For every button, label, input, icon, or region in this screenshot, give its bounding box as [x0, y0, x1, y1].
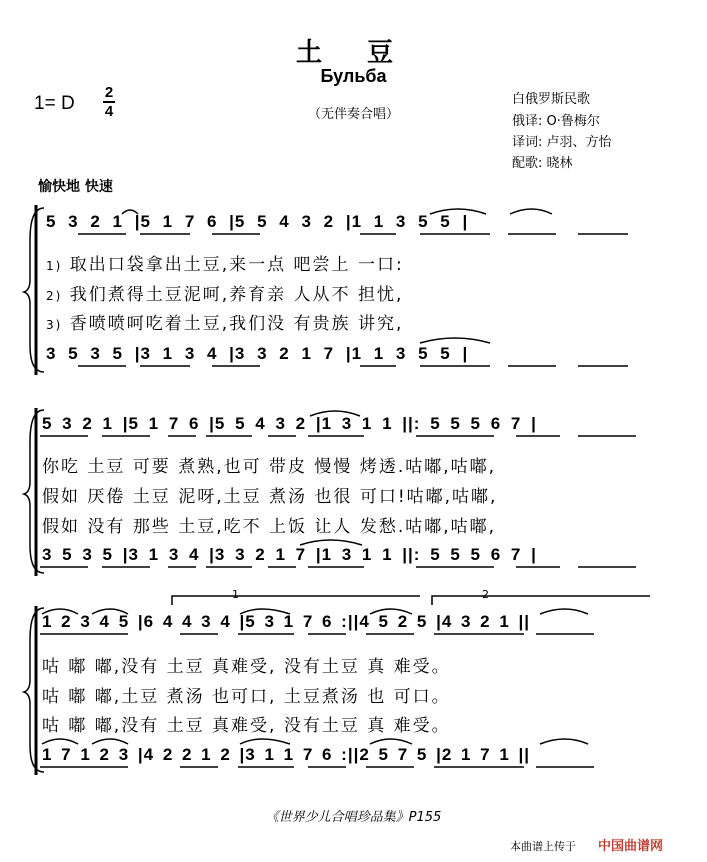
verse-number: 1): [46, 259, 63, 273]
verse-number: 2): [46, 289, 63, 303]
system3-lyric1: 咕 嘟 嘟,没有 土豆 真难受, 没有土豆 真 难受。: [42, 657, 451, 677]
system2-lyric3: 假如 没有 那些 土豆,吃不 上饭 让人 发愁.咕嘟,咕嘟,: [42, 517, 497, 537]
song-title: 土 豆: [295, 38, 412, 68]
system3-upper-notes: 1 2 3 4 5 |6 4 4 3 4 |5 3 1 7 6 :||4 5 2 5 |4 3 2 1 ||: [42, 612, 531, 631]
system1-lyric3: [46, 309, 403, 334]
system3-lower-notes: 1 7 1 2 3 |4 2 2 1 2 |3 1 1 7 6 :||2 5 7 5 |2 1 7 1 ||: [42, 745, 531, 764]
lyric-text: 取出口袋拿出土豆,来一点 吧尝上 一口:: [69, 255, 404, 275]
site-logo[interactable]: 中国曲谱网: [598, 839, 664, 854]
system2-lyric1: 你吃 土豆 可要 煮熟,也可 带皮 慢慢 烤透.咕嘟,咕嘟,: [42, 457, 497, 477]
credit-origin: 白俄罗斯民歌: [512, 92, 591, 107]
system1-lyric1: [46, 250, 404, 275]
tempo-marking: 愉快地 快速: [38, 179, 113, 195]
source-citation: 《世界少儿合唱珍品集》P155: [265, 810, 442, 825]
credit-russian-translation: 俄译: O·鲁梅尔: [512, 114, 600, 129]
volta-1-label: 1: [232, 588, 239, 601]
system2-upper-notes: 5 3 2 1 |5 1 7 6 |5 5 4 3 2 |1 3 1 1 ||: 5 5 5 6 7 |: [42, 414, 537, 433]
system2-lyric2: 假如 厌倦 土豆 泥呀,土豆 煮汤 也很 可口!咕嘟,咕嘟,: [42, 487, 498, 507]
credit-arrangement: 配歌: 晓林: [512, 156, 573, 171]
verse-number: 3): [46, 318, 63, 332]
volta-2-label: 2: [482, 588, 489, 601]
credit-lyrics-translation: 译词: 卢羽、方怡: [512, 135, 612, 150]
system2-lower-notes: 3 5 3 5 |3 1 3 4 |3 3 2 1 7 |1 3 1 1 ||: 5 5 5 6 7 |: [42, 545, 537, 564]
key-signature: 1= D: [34, 93, 75, 114]
system3-lyric3: 咕 嘟 嘟,没有 土豆 真难受, 没有土豆 真 难受。: [42, 716, 451, 736]
upload-note: 本曲谱上传于: [510, 840, 576, 853]
system1-lyric2: [46, 280, 403, 305]
lyric-text: 我们煮得土豆泥呵,养育亲 人从不 担忧,: [69, 285, 404, 305]
meter-bottom: 4: [104, 103, 114, 120]
lyric-text: 香喷喷呵吃着土豆,我们没 有贵族 讲究,: [69, 314, 404, 334]
performance-note: （无伴奏合唱）: [307, 107, 399, 122]
system3-lyric2: 咕 嘟 嘟,土豆 煮汤 也可口, 土豆煮汤 也 可口。: [42, 687, 451, 707]
system1-lower-notes: 3 5 3 5 |3 1 3 4 |3 3 2 1 7 |1 1 3 5 5 |: [46, 344, 469, 363]
song-subtitle: Бульба: [320, 66, 387, 86]
system1-upper-notes: 5 3 2 1 |5 1 7 6 |5 5 4 3 2 |1 1 3 5 5 |: [46, 212, 469, 231]
meter-top: 2: [104, 84, 114, 101]
